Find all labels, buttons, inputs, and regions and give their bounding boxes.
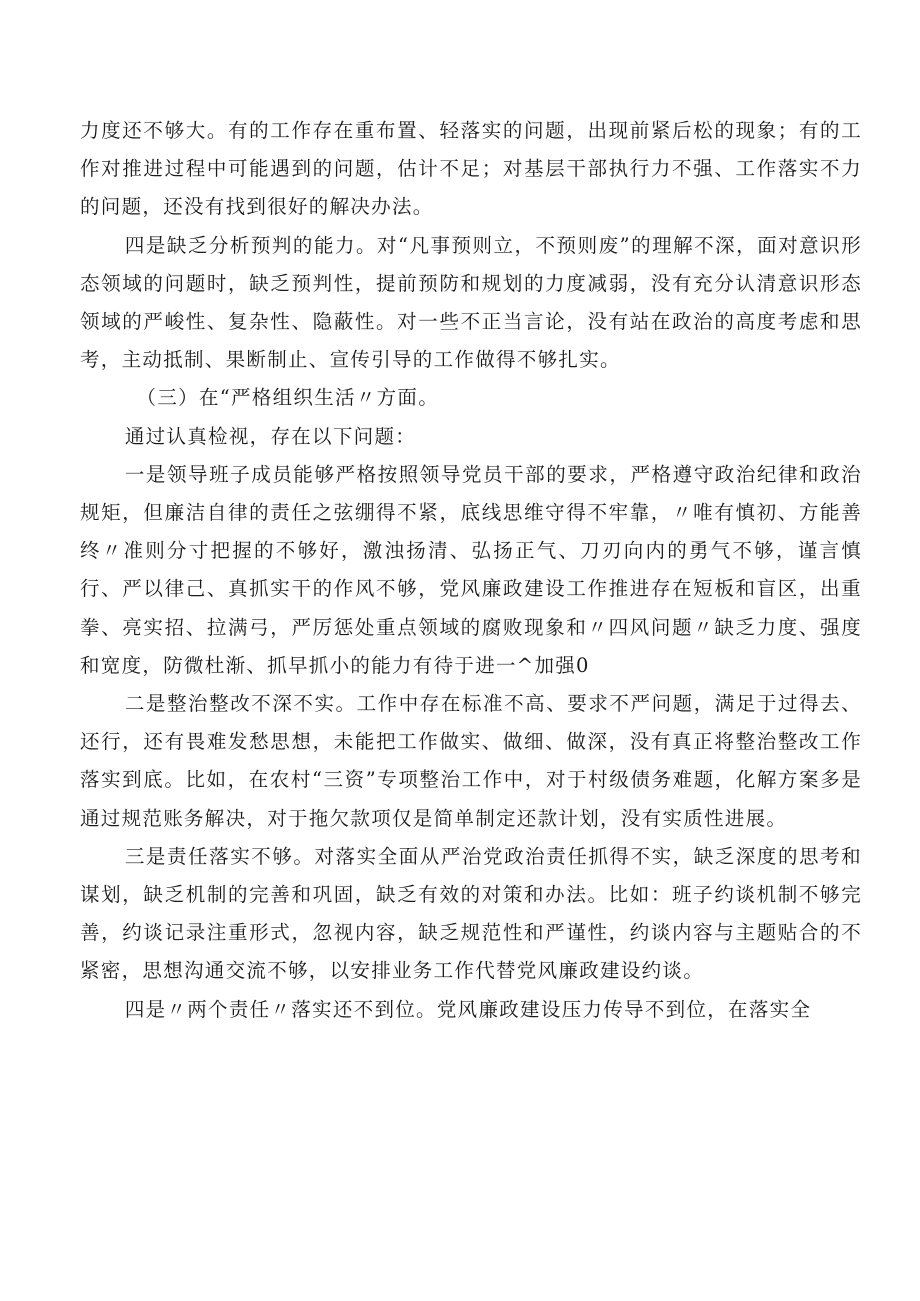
paragraph-point-four-responsibility: 四是〃两个责任〃落实还不到位。党风廉政建设压力传导不到位，在落实全	[124, 997, 812, 1021]
section-heading-three: （三）在“严格组织生活〃方面。	[136, 386, 440, 410]
paragraph-point-two: 二是整治整改不深不实。工作中存在标准不高、要求不严问题，满足于过得去、还行，还有畏难发愁思想，未能把工作做实、做细、做深，没有真正将整治整改工作落实到底。比如，在农村“三资”专项整治工作中，对于村级债务难题，化解方案多是通过规范账务解决，对于拖欠款项仅是简单制定还款计划，没有实质性进展。	[80, 692, 862, 830]
paragraph-point-three: 三是责任落实不够。对落实全面从严治党政治责任抓得不实，缺乏深度的思考和谋划，缺乏机制的完善和巩固，缺乏有效的对策和办法。比如：班子约谈机制不够完善，约谈记录注重形式，忽视内容，缺乏规范性和严谨性，约谈内容与主题贴合的不紧密，思想沟通交流不够，以安排业务工作代替党风廉政建设约谈。	[80, 844, 862, 983]
paragraph-intro-problems: 通过认真检视，存在以下问题：	[124, 424, 417, 448]
document-body	[80, 112, 862, 1029]
paragraph-point-one: 一是领导班子成员能够严格按照领导党员干部的要求，严格遵守政治纪律和政治规矩，但廉洁自律的责任之弦绷得不紧，底线思维守得不牢靠，〃唯有慎初、方能善终〃准则分寸把握的不够好，激浊扬清、弘扬正气、刀刃向内的勇气不够，谨言慎行、严以律己、真抓实干的作风不够，党风廉政建设工作推进存在短板和盲区，出重拳、亮实招、拉满弓，严厉惩处重点领域的腐败现象和〃四风问题〃缺乏力度、强度和宽度，防微杜渐、抓早抓小的能力有待于进一^加强0	[80, 462, 862, 677]
paragraph-point-four-analysis: 四是缺乏分析预判的能力。对“凡事预则立，不预则废”的理解不深，面对意识形态领域的问题时，缺乏预判性，提前预防和规划的力度减弱，没有充分认清意识形态领域的严峻性、复杂性、隐蔽性。对一些不正当言论，没有站在政治的高度考虑和思考，主动抵制、果断制止、宣传引导的工作做得不够扎实。	[80, 233, 862, 372]
paragraph-continuation: 力度还不够大。有的工作存在重布置、轻落实的问题，出现前紧后松的现象；有的工作对推进过程中可能遇到的问题，估计不足；对基层干部执行力不强、工作落实不力的问题，还没有找到很好的解决办法。	[80, 119, 862, 219]
